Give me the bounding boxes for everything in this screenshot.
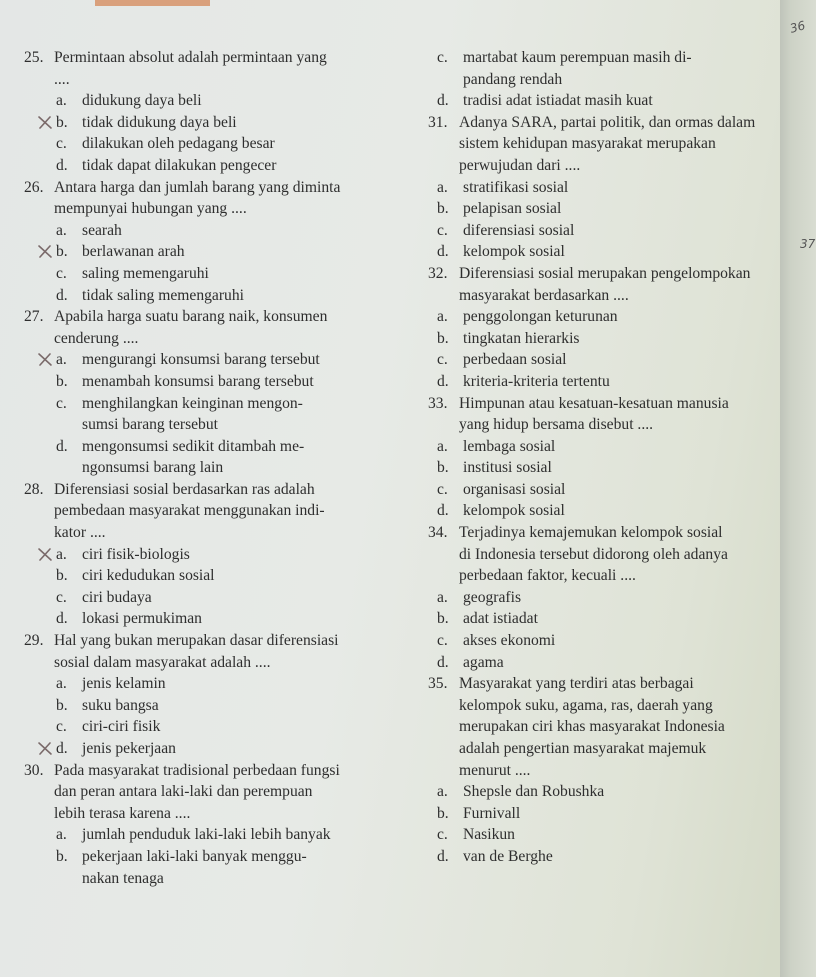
option-text-line: diferensiasi sosial (463, 221, 575, 239)
answer-option (24, 608, 384, 630)
answer-option (24, 436, 384, 479)
answer-option (428, 349, 778, 371)
question-text-line: dan peran antara laki-laki dan perempuan (54, 783, 313, 801)
question-text-line: Pada masyarakat tradisional perbedaan fungsi (54, 761, 340, 779)
answer-option (24, 544, 384, 566)
pencil-cross-mark-icon (37, 352, 53, 367)
answer-option (24, 112, 384, 134)
question-number: 34. (428, 524, 448, 542)
option-text-line: lembaga sosial (463, 437, 556, 455)
question-text-line: yang hidup bersama disebut .... (459, 416, 654, 434)
option-letter: c. (437, 826, 448, 844)
option-letter: d. (437, 92, 449, 110)
answer-option (428, 328, 778, 350)
question-text-line: .... (54, 70, 70, 88)
option-letter: c. (437, 351, 448, 369)
option-text-line: martabat kaum perempuan masih di- (463, 49, 692, 66)
option-text-line: adat istiadat (463, 610, 538, 628)
option-letter: d. (56, 286, 68, 304)
answer-option (428, 198, 778, 220)
orange-paper-edge (95, 0, 210, 6)
option-text-line: mengonsumsi sedikit ditambah me- (82, 437, 305, 455)
left-column (24, 47, 384, 889)
option-letter: d. (437, 653, 449, 671)
option-letter: a. (56, 826, 67, 844)
answer-option (24, 90, 384, 112)
question-text-line: menurut .... (459, 761, 531, 779)
question (428, 522, 778, 587)
option-letter: c. (56, 264, 67, 282)
answer-option (428, 781, 778, 803)
option-letter: c. (56, 588, 67, 606)
option-letter: c. (437, 221, 448, 239)
question (428, 673, 778, 781)
option-text-line: pandang rendah (463, 70, 563, 88)
option-text-line: didukung daya beli (82, 92, 202, 110)
option-text-line: ngonsumsi barang lain (82, 459, 224, 477)
answer-option (428, 803, 778, 825)
option-text-line: Furnivall (463, 804, 521, 822)
question-text-line: Diferensiasi sosial berdasarkan ras adalah (54, 480, 315, 498)
answer-option (24, 716, 384, 738)
answer-option (428, 241, 778, 263)
option-letter: b. (56, 847, 68, 865)
question (428, 263, 778, 306)
option-letter: d. (437, 502, 449, 520)
question-text-line: mempunyai hubungan yang .... (54, 200, 247, 218)
option-letter: a. (56, 545, 67, 563)
option-text-line: penggolongan keturunan (463, 308, 618, 326)
option-letter: c. (437, 49, 448, 66)
question (24, 760, 384, 825)
option-letter: b. (437, 200, 449, 218)
pencil-cross-mark-icon (37, 547, 53, 562)
question-number: 25. (24, 49, 44, 66)
answer-option (24, 695, 384, 717)
answer-option (24, 587, 384, 609)
answer-option (428, 436, 778, 458)
question (428, 393, 778, 436)
question-text-line: perbedaan faktor, kecuali .... (459, 567, 636, 585)
option-text-line: nakan tenaga (82, 869, 164, 887)
option-text-line: suku bangsa (82, 696, 159, 714)
option-letter: b. (56, 113, 68, 131)
answer-option (24, 285, 384, 307)
answer-option (24, 371, 384, 393)
question-number: 32. (428, 264, 448, 282)
question-text-line: kelompok suku, agama, ras, daerah yang (459, 696, 713, 714)
option-letter: d. (437, 243, 449, 261)
answer-option (24, 738, 384, 760)
pencil-cross-mark-icon (37, 244, 53, 259)
option-letter: b. (437, 804, 449, 822)
answer-option (428, 306, 778, 328)
answer-option (428, 652, 778, 674)
question-text-line: Apabila harga suatu barang naik, konsumen (54, 308, 328, 326)
option-text-line: van de Berghe (463, 847, 553, 865)
option-letter: a. (437, 308, 448, 326)
right-column (428, 47, 778, 868)
option-text-line: kelompok sosial (463, 502, 565, 520)
option-letter: b. (56, 243, 68, 261)
question-text-line: Antara harga dan jumlah barang yang diminta (54, 178, 341, 196)
option-text-line: tradisi adat istiadat masih kuat (463, 92, 653, 110)
question (24, 630, 384, 673)
pencil-cross-mark-icon (37, 741, 53, 756)
question-text-line: adalah pengertian masyarakat majemuk (459, 740, 707, 757)
answer-option (428, 177, 778, 199)
option-text-line: agama (463, 653, 504, 671)
option-letter: b. (437, 610, 449, 628)
option-text-line: lokasi permukiman (82, 610, 202, 628)
question-text-line: di Indonesia tersebut didorong oleh adanya (459, 545, 728, 563)
answer-option (428, 47, 778, 90)
question-text-line: Adanya SARA, partai politik, dan ormas dalam (459, 113, 756, 131)
answer-option (24, 565, 384, 587)
question-number: 35. (428, 675, 448, 693)
option-text-line: tidak didukung daya beli (82, 113, 237, 131)
option-letter: d. (56, 740, 68, 757)
answer-option (24, 155, 384, 177)
question (24, 177, 384, 220)
answer-option (24, 824, 384, 846)
question (24, 306, 384, 349)
option-letter: b. (437, 329, 449, 347)
answer-option (428, 457, 778, 479)
question-text-line: Diferensiasi sosial merupakan pengelompokan (459, 264, 751, 282)
question-text-line: Himpunan atau kesatuan-kesatuan manusia (459, 394, 729, 412)
question-text-line: lebih terasa karena .... (54, 804, 191, 822)
answer-option (428, 371, 778, 393)
option-letter: a. (56, 221, 67, 239)
answer-option (24, 263, 384, 285)
next-page-number: 37 (800, 237, 816, 251)
answer-option (428, 220, 778, 242)
option-text-line: ciri-ciri fisik (82, 718, 161, 736)
answer-option (428, 500, 778, 522)
question-number: 27. (24, 308, 44, 326)
answer-option (428, 608, 778, 630)
option-letter: a. (437, 588, 448, 606)
question-text-line: kator .... (54, 524, 106, 542)
option-letter: d. (56, 156, 68, 174)
question-text-line: merupakan ciri khas masyarakat Indonesia (459, 718, 725, 736)
option-text-line: organisasi sosial (463, 480, 566, 498)
option-text-line: pelapisan sosial (463, 200, 562, 218)
answer-option (428, 587, 778, 609)
question (24, 47, 384, 90)
question-text-line: pembedaan masyarakat menggunakan indi- (54, 502, 325, 520)
question-text-line: Terjadinya kemajemukan kelompok sosial (459, 524, 723, 542)
answer-option (24, 673, 384, 695)
answer-option (24, 220, 384, 242)
option-text-line: ciri fisik-biologis (82, 545, 190, 563)
question-number: 26. (24, 178, 44, 196)
option-text-line: mengurangi konsumsi barang tersebut (82, 351, 320, 369)
option-text-line: menghilangkan keinginan mengon- (82, 394, 303, 412)
answer-option (428, 630, 778, 652)
option-text-line: kelompok sosial (463, 243, 565, 261)
option-text-line: berlawanan arah (82, 243, 185, 261)
option-letter: a. (56, 675, 67, 693)
option-text-line: jenis kelamin (82, 675, 166, 693)
option-text-line: searah (82, 221, 122, 239)
option-text-line: kriteria-kriteria tertentu (463, 372, 610, 390)
answer-option (428, 90, 778, 112)
question-text-line: sistem kehidupan masyarakat merupakan (459, 135, 716, 153)
option-letter: a. (437, 178, 448, 196)
pencil-cross-mark-icon (37, 115, 53, 130)
question (428, 112, 778, 177)
question-text-line: perwujudan dari .... (459, 156, 581, 174)
option-letter: c. (56, 135, 67, 153)
option-letter: a. (437, 437, 448, 455)
answer-option (24, 133, 384, 155)
question-text-line: Permintaan absolut adalah permintaan yang (54, 49, 327, 66)
option-text-line: stratifikasi sosial (463, 178, 569, 196)
question-text-line: Masyarakat yang terdiri atas berbagai (459, 675, 694, 693)
option-letter: b. (437, 459, 449, 477)
option-text-line: menambah konsumsi barang tersebut (82, 372, 314, 390)
option-text-line: geografis (463, 588, 522, 606)
page-gutter (780, 0, 816, 977)
question-text-line: masyarakat berdasarkan .... (459, 286, 629, 304)
question-text-line: cenderung .... (54, 329, 139, 347)
question-text-line: Hal yang bukan merupakan dasar diferensiasi (54, 632, 339, 650)
option-text-line: jumlah penduduk laki-laki lebih banyak (82, 826, 331, 844)
option-text-line: jenis pekerjaan (82, 740, 176, 757)
option-letter: a. (56, 92, 67, 110)
question-text-line: sosial dalam masyarakat adalah .... (54, 653, 271, 671)
option-letter: d. (56, 610, 68, 628)
option-letter: b. (56, 372, 68, 390)
question-number: 28. (24, 480, 44, 498)
answer-option (428, 479, 778, 501)
answer-option (428, 846, 778, 868)
option-letter: a. (437, 783, 448, 801)
option-text-line: tidak saling memengaruhi (82, 286, 244, 304)
question-number: 29. (24, 632, 44, 650)
answer-option (24, 241, 384, 263)
option-letter: c. (437, 632, 448, 650)
question (24, 479, 384, 544)
answer-option (24, 393, 384, 436)
option-letter: d. (56, 437, 68, 455)
option-letter: d. (437, 372, 449, 390)
option-text-line: tidak dapat dilakukan pengecer (82, 156, 277, 174)
question-number: 33. (428, 394, 448, 412)
option-letter: a. (56, 351, 67, 369)
option-text-line: sumsi barang tersebut (82, 416, 218, 434)
option-text-line: perbedaan sosial (463, 351, 567, 369)
option-text-line: saling memengaruhi (82, 264, 209, 282)
question-number: 31. (428, 113, 448, 131)
option-letter: c. (56, 394, 67, 412)
option-text-line: pekerjaan laki-laki banyak menggu- (82, 847, 307, 865)
option-letter: b. (56, 696, 68, 714)
question-number: 30. (24, 761, 44, 779)
option-text-line: akses ekonomi (463, 632, 556, 650)
option-letter: c. (56, 718, 67, 736)
answer-option (428, 824, 778, 846)
option-letter: c. (437, 480, 448, 498)
option-letter: d. (437, 847, 449, 865)
option-text-line: dilakukan oleh pedagang besar (82, 135, 275, 153)
option-text-line: Shepsle dan Robushka (463, 783, 605, 801)
option-text-line: institusi sosial (463, 459, 552, 477)
option-text-line: ciri budaya (82, 588, 152, 606)
option-letter: b. (56, 567, 68, 585)
option-text-line: ciri kedudukan sosial (82, 567, 215, 585)
page-number-handwritten: 36 (788, 18, 807, 36)
answer-option (24, 349, 384, 371)
option-text-line: tingkatan hierarkis (463, 329, 580, 347)
option-text-line: Nasikun (463, 826, 515, 844)
answer-option (24, 846, 384, 889)
